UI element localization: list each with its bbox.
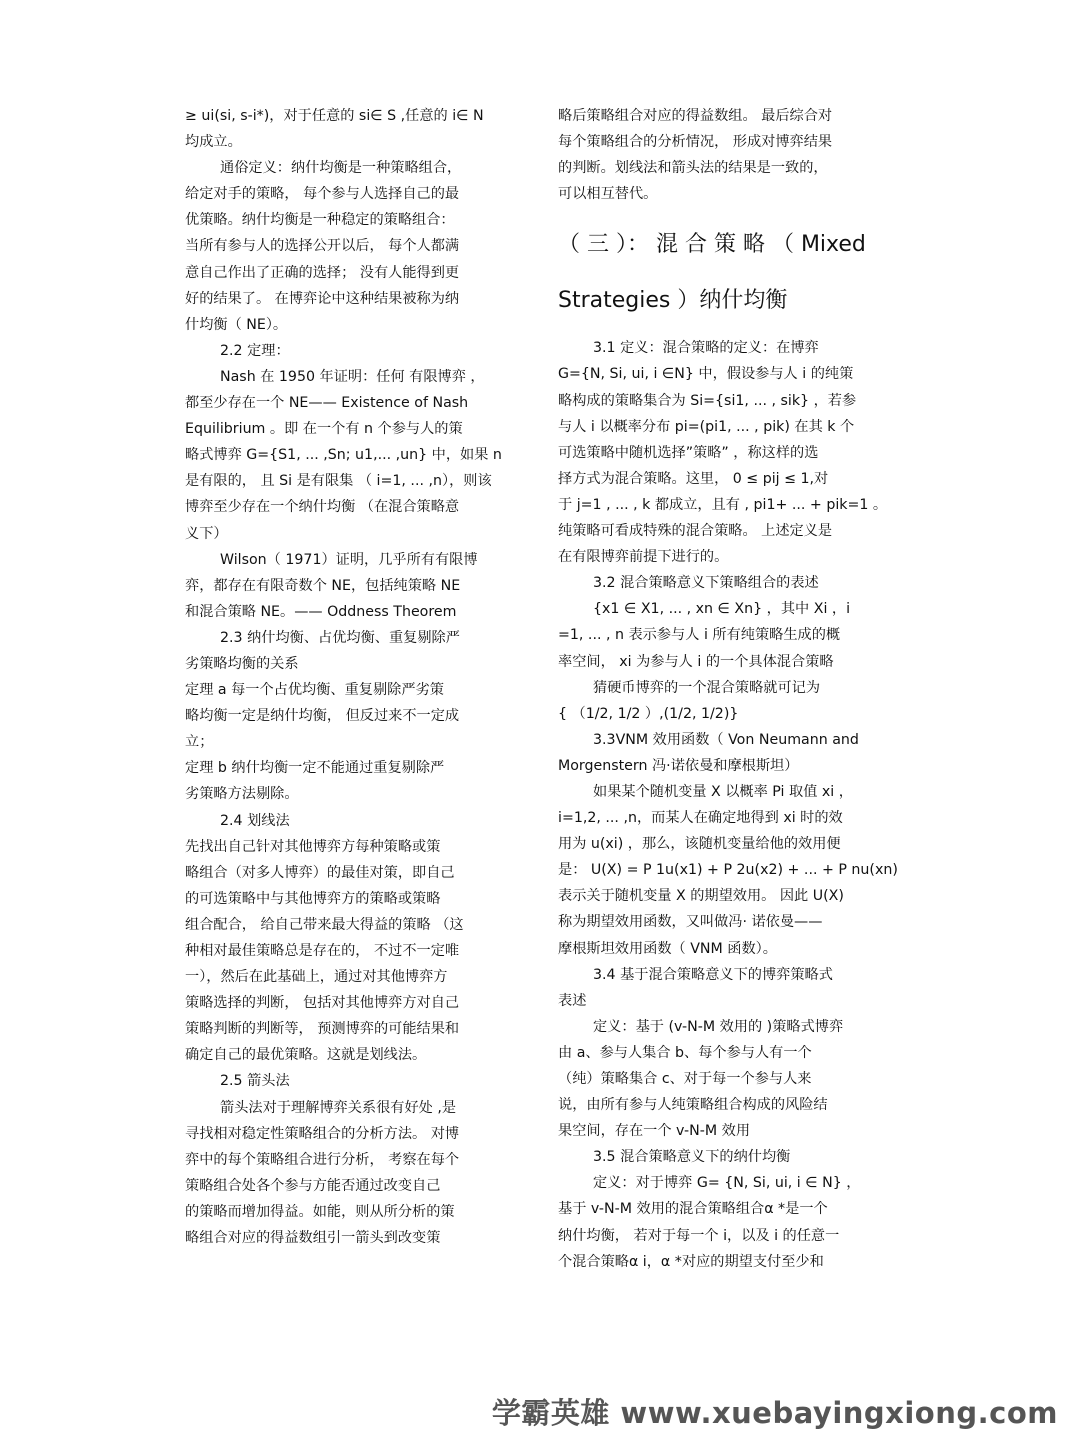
text-line: 称为期望效用函数，又叫做冯· 诺依曼—— bbox=[558, 914, 823, 931]
text-line: 策略选择的判断， 包括对其他博弈方对自己 bbox=[185, 995, 460, 1012]
text-line: 如果某个随机变量 X 以概率 Pi 取值 xi ， bbox=[593, 783, 853, 800]
text-line: 好的结果了。 在博弈论中这种结果被称为纳 bbox=[185, 290, 460, 307]
text-line: Equilibrium 。即 在一个有 n 个参与人的策 bbox=[185, 421, 463, 438]
text-line: 纯策略可看成特殊的混合策略。 上述定义是 bbox=[558, 523, 833, 540]
text-line: 与人 i 以概率分布 pi=(pi1, ... , pik) 在其 k 个 bbox=[558, 418, 855, 435]
text-line: 择方式为混合策略。这里， 0 ≤ pij ≤ 1,对 bbox=[558, 470, 829, 487]
text-line: 率空间， xi 为参与人 i 的一个具体混合策略 bbox=[558, 653, 834, 670]
section-heading-line1: （ 三 ）： 混 合 策 略 （ Mixed bbox=[558, 232, 866, 258]
text-line: 意自己作出了正确的选择； 没有人能得到更 bbox=[185, 264, 460, 281]
text-line: 是： U(X) = P 1u(x1) + P 2u(x2) + ... + P nu(xn) bbox=[558, 862, 898, 879]
text-line: 2.2 定理： bbox=[220, 342, 290, 359]
text-line: 寻找相对稳定性策略组合的分析方法。 对博 bbox=[185, 1125, 460, 1142]
text-line: 确定自己的最优策略。这就是划线法。 bbox=[185, 1047, 427, 1064]
text-line: ≥ ui(si, s-i*)，对于任意的 si∈ S ,任意的 i∈ N bbox=[185, 108, 484, 124]
text-line: 可选策略中随机选择”策略” ，称这样的选 bbox=[558, 444, 819, 461]
text-line: 策略组合处各个参与方能否通过改变自己 bbox=[185, 1177, 441, 1194]
text-line: 个混合策略α i，α *对应的期望支付至少和 bbox=[558, 1253, 824, 1270]
text-line: 2.5 箭头法 bbox=[220, 1073, 290, 1090]
text-line: 每个策略组合的分析情况， 形成对博弈结果 bbox=[558, 134, 833, 151]
text-line: 3.4 基于混合策略意义下的博弈策略式 bbox=[593, 966, 833, 983]
text-line: 弈中的每个策略组合进行分析， 考察在每个 bbox=[185, 1151, 460, 1168]
text-line: 说，由所有参与人纯策略组合构成的风险结 bbox=[558, 1097, 828, 1114]
text-line: 用为 u(xi) ，那么，该随机变量给他的效用便 bbox=[558, 836, 841, 853]
text-line: 定理 b 纳什均衡一定不能通过重复剔除严 bbox=[185, 760, 445, 777]
text-line: 略式博弈 G={S1, ... ,Sn; u1,... ,un} 中，如果 n bbox=[185, 447, 502, 464]
text-line: 2.3 纳什均衡、占优均衡、重复剔除严 bbox=[220, 629, 460, 646]
text-line: 弈，都存在有限奇数个 NE，包括纯策略 NE bbox=[185, 577, 461, 594]
right-column-body bbox=[558, 335, 898, 1274]
text-line: 的可选策略中与其他博弈方的策略或策略 bbox=[185, 890, 441, 907]
text-line: 先找出自己针对其他博弈方每种策略或策 bbox=[185, 838, 441, 855]
watermark: 学霸英雄 www.xuebayingxiong.com bbox=[491, 1396, 1058, 1430]
text-line: 什均衡（ NE）。 bbox=[185, 316, 288, 333]
right-column-intro bbox=[558, 103, 898, 207]
text-line: （纯）策略集合 c、对于每一个参与人来 bbox=[558, 1071, 812, 1087]
text-line: 劣策略均衡的关系 bbox=[185, 655, 299, 672]
text-line: i=1,2, ... ,n，而某人在确定地得到 xi 时的效 bbox=[558, 810, 843, 827]
text-line: 3.5 混合策略意义下的纳什均衡 bbox=[593, 1149, 791, 1166]
text-line: 2.4 划线法 bbox=[220, 812, 290, 829]
text-line: 义下） bbox=[185, 525, 228, 542]
text-line: 定义：对于博弈 G= {N, Si, ui, i ∈ N} ， bbox=[593, 1175, 861, 1192]
text-line: 可以相互替代。 bbox=[558, 186, 658, 203]
text-line: 表示关于随机变量 X 的期望效用。 因此 U(X) bbox=[558, 888, 844, 905]
text-line: 定理 a 每一个占优均衡、重复剔除严劣策 bbox=[185, 682, 444, 699]
text-line: 的策略而增加得益。如能，则从所分析的策 bbox=[185, 1203, 455, 1220]
text-line: 表述 bbox=[558, 992, 587, 1009]
text-line: 基于 v-N-M 效用的混合策略组合α *是一个 bbox=[558, 1201, 828, 1218]
text-line: 箭头法对于理解博弈关系很有好处 ,是 bbox=[220, 1099, 457, 1116]
text-line: 博弈至少存在一个纳什均衡 （在混合策略意 bbox=[185, 499, 460, 516]
text-line: 当所有参与人的选择公开以后， 每个人都满 bbox=[185, 238, 460, 255]
right-column bbox=[558, 103, 898, 1275]
text-line: 纳什均衡， 若对于每一个 i，以及 i 的任意一 bbox=[558, 1227, 840, 1244]
text-line: 是有限的， 且 Si 是有限集 （ i=1, ... ,n），则该 bbox=[185, 473, 492, 490]
text-line: 种相对最佳策略总是存在的， 不过不一定唯 bbox=[185, 943, 460, 959]
text-line: 3.1 定义：混合策略的定义：在博弈 bbox=[593, 340, 819, 357]
left-column bbox=[185, 103, 530, 1251]
text-line: { （1/2, 1/2 ）,(1/2, 1/2)} bbox=[558, 705, 739, 722]
text-line: Nash 在 1950 年证明：任何 有限博弈 ， bbox=[220, 368, 485, 385]
text-line: 通俗定义：纳什均衡是一种策略组合， bbox=[220, 160, 462, 177]
text-line: 略后策略组合对应的得益数组。 最后综合对 bbox=[558, 108, 833, 124]
text-line: 劣策略方法剔除。 bbox=[185, 786, 299, 803]
text-line: 的判断。划线法和箭头法的结果是一致的， bbox=[558, 160, 828, 177]
text-line: 猜硬币博弈的一个混合策略就可记为 bbox=[593, 679, 821, 696]
text-line: 果空间，存在一个 v-N-M 效用 bbox=[558, 1123, 751, 1140]
text-line: Morgenstern 冯·诺依曼和摩根斯坦） bbox=[558, 757, 799, 774]
text-line: 由 a、参与人集合 b、每个参与人有一个 bbox=[558, 1044, 812, 1061]
text-line: 和混合策略 NE。—— Oddness Theorem bbox=[185, 603, 457, 620]
text-line: 定义：基于 (v-N-M 效用的 )策略式博弈 bbox=[593, 1018, 844, 1035]
text-line: 策略判断的判断等， 预测博弈的可能结果和 bbox=[185, 1021, 460, 1038]
text-line: 于 j=1 , ... , k 都成立，且有 , pi1+ ... + pik=1 。 bbox=[558, 496, 888, 513]
text-line: 立； bbox=[185, 734, 214, 751]
section-heading-line2: Strategies ）纳什均衡 bbox=[558, 288, 788, 314]
text-line: 略构成的策略集合为 Si={si1, ... , sik} ，若参 bbox=[558, 392, 857, 409]
text-line: 组合配合， 给自己带来最大得益的策略 （这 bbox=[185, 916, 464, 933]
text-line: 给定对手的策略， 每个参与人选择自己的最 bbox=[185, 186, 460, 203]
text-line: 优策略。纳什均衡是一种稳定的策略组合： bbox=[185, 212, 455, 229]
text-line: 略组合（对多人博弈）的最佳对策，即自己 bbox=[185, 864, 455, 881]
text-line: 3.2 混合策略意义下策略组合的表述 bbox=[593, 575, 819, 592]
text-line: Wilson（ 1971）证明，几乎所有有限博 bbox=[220, 551, 478, 568]
text-line: 摩根斯坦效用函数（ VNM 函数）。 bbox=[558, 940, 777, 957]
text-line: 均成立。 bbox=[185, 134, 242, 151]
text-line: 都至少存在一个 NE—— Existence of Nash bbox=[185, 395, 469, 412]
text-line: =1, ... , n 表示参与人 i 所有纯策略生成的概 bbox=[558, 627, 841, 644]
text-line: 略均衡一定是纳什均衡， 但反过来不一定成 bbox=[185, 708, 460, 725]
text-line: 3.3VNM 效用函数（ Von Neumann and bbox=[593, 731, 859, 748]
section-heading bbox=[558, 217, 898, 329]
text-line: 在有限博弈前提下进行的。 bbox=[558, 549, 729, 566]
text-line: 略组合对应的得益数组引一箭头到改变策 bbox=[185, 1230, 441, 1247]
text-line: 一），然后在此基础上，通过对其他博弈方 bbox=[185, 969, 448, 986]
text-line: {x1 ∈ X1, ... , xn ∈ Xn} ，其中 Xi ，i bbox=[593, 601, 851, 618]
text-line: G={N, Si, ui, i ∈N} 中，假设参与人 i 的纯策 bbox=[558, 366, 854, 383]
